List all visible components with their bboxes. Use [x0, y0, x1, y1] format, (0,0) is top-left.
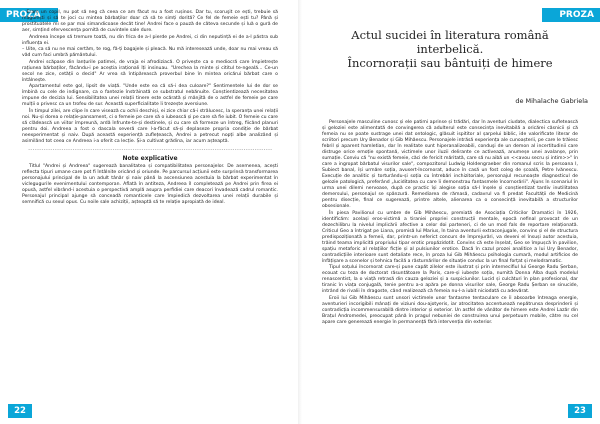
paragraph: – Eram un copil, nu pot să neg că ceea ce am făcut nu a fost rușinos. Dar tu, scoruşit ce ești, trebuie să măgulești și să te joci cu mintea bărbaților doar că să te simți dorită? Ce fel de femeie ești tu? Până și prostituatele mi se par mai simandicoase decât tine! Andrei face o pauză de câteva secunde și luă o gură de aer, simțind efervescența pornită de cuvintele sale dure.	[22, 10, 278, 33]
paragraph: – Uite, ca să nu ne mai certăm, te rog, fă-ți bagajele și pleacă. Nu mă interesează unde, doar nu mai vreau să văd cum faci umbră pământului.	[22, 47, 278, 59]
paragraph: Andreea începe să tremure toată, nu din frica de a-l pierde pe Andrei, ci din neputință ei de a-l păstra sub influența ei.	[22, 34, 278, 46]
right-body-text	[322, 120, 578, 326]
section-tab-right: PROZA	[542, 8, 600, 22]
paragraph: Eroii lui Gib Mihăescu sunt unsori victimele unor fantasme tentaculare ce îi absoarbe întreaga energie, aventurieri incorigibili mânați de viziuni dou-ajotyeris, iar atrocitatea accentuează nepătrunsa desprinderii și contradicția incommensurabilă dintre interior și exterior. Un astfel de vânător de himere este Andrei Lazăr din Brațul Andromedei, preocupat până în pragul nebuniei de construirea unui perpetuum mobile, către nu cel apare care generează energie în permanență fără intervenția din exterior.	[322, 295, 578, 325]
paragraph: În timpul zilei, are clipe în care visează cu ochii deschiși, ei zice chiar că-i strălucesc, la speranța unei relații noi. Nu-și dorea o relație-pansament, ci o femeie pe care să o iubească și pe care să fie iubit. O femeie cu care să clădească un viitor împreună, ardă înfrunte-te-și destinele, și cu care să formeze un întreg, fiicând planuri pentru doi. Andreea a fost o dascala severă care l-a-făcut să-și deplaseze propria condiție de bărbat neexperimentat și naiv. După această experiență zuflețească, Andrei a petrecut nopți albe analizând și asimilând tot ceea ce Andreea i-a oferit ca lecție. Și-a cultivat grădina, iar acum așteaptă.	[22, 108, 278, 144]
right-page	[300, 0, 600, 424]
article-title	[322, 28, 578, 70]
notes-heading: Note explicative	[122, 154, 178, 162]
article-title-line: Încornorații sau bântuiți de himere	[347, 56, 553, 70]
separator-line: --------------------------------------------------------------------------------------------------------------	[27, 146, 273, 152]
section-tab-left: PROZA	[0, 8, 58, 22]
notes-paragraph: Titlul "Andrei și Andreea" sugerează banalitatea și compatibilitatea personajelor. De asemenea, acești reflecta tipuri umane care pot fi întâlnite oricând și oriunde. Pe parcursul acțiunii este surprinsă transformarea personajului principal de la un adult tânăr și naiv până la ascensiunea acestuia la bărbat experimentat în viclegugurile evenimentului contemporan. Aflată în antiteza, Andreea îl completează pe Andrei prin firea ei opusă, astfel vibrând-i acestuia o perspectivă amplă asupra perfidiei care deacori învadează cadrul romantic. Personajul principal ajunge să conceadă romanticele care împiedică dezvoltarea unei relații durabile și semnifică cu sexul opus. Cu noile sale achiziții, așteaptă să te relație apropiată de ideal.	[22, 163, 278, 205]
left-body-text	[22, 10, 278, 207]
page-number-left: 22	[8, 404, 32, 418]
page-number-right: 23	[568, 404, 592, 418]
paragraph: Andrei scăpase din lanțurile patimei, de vraja ei afrodiziacă. O privește ca o mediocră care împietrește rațiunea bărbaților, făcându-i pe aceștia iraționali îți insinuau. "Urechea la minte și cititul te-ngeală... Ce-un secol ne zice, cetății o decid" Ar vrea să întipărească proverbul bine în mintea oricărui bărbat care o întâlnește.	[22, 59, 278, 83]
paragraph: Personajele masculine cunosc și ele patimi aprinse și trădări, dar în aventuri ciudate, dialectica sufletească și geloziei este alimentată de convingerea că adulterul este consecința inevitabilă a oricărei căsnicii și că femeia nu se poate sustrage unei dat ontologic, glăsuit ispititor al șarpelui biblic, ide valorificate literar de scriitori precum Ury Benador și Gib Mihăescu. Personajele intrăsă experiența ale cunoașterii, pe care le trăiesc febril și aparent hamletian, dar în realitate sunt hiperanalizeabili, conduşi de un demon al incertitudinii care distruge orice emoție spontană, victimele unor iluzii delirante ce activează, anumeșe unei avalanșe, prin sumație. Conviu că "nu există femeie, căci de fericit măritată, care să nu aibă un <<avou secru și intim>>" în care a ingropat bărbatul visurilor sale", compozitorul Ludwig Holdengraeber din romanul scris la persoana I, Subiect banal, își urmăre soția, avusert-încornorat, aduce în casă un fost coleg de școală, Petre Ivănescu. Execuție de analitic și torturându-și soția cu întrebări inchizitoriale, personajul recunoaște diagnosticul de gelozie patologică, preferând „luciditatea cu care îi demonstrau fantasmele încornorării". Ajuns în scenariul în urma unei dilemi nervoase, după ce practic își alegise soția să-l înșele și conștientizat tardiv inutilitatea demersului, personajul se spânzură. Remediarea de rămasă, cadavrul va fi predat Facultății de Medicină pentru disecție, final ce sugerează, printre altele, alienarea ca o consecință inevitabilă a structurilor obsesionale.	[322, 120, 578, 209]
article-title-line: Actul sucidei în literatura română interbelică.	[351, 28, 549, 56]
paragraph: Tipul soțului încornorat care-și pune capăt zilelor este ilustrat și prin internecifiul lui George Radu Șerban, ecouat cu teza de doctorat răsuntătoare la Paris, care-și iubește soția, numită Donna Alba după modelul renascentist, la o viață retrasă din cauza geloziei și a suspiciunilor. Lucid și culcături în plan profesional, dar tiranic în viața conjugală, tenie pentru a-o apăra pe donna visurilor sale, George Radu Șerban se sinucide, intrând de rivalii în dragoste, când realizează că femeia nu-l-a iubit niciodată cu adevărat.	[322, 265, 578, 295]
paragraph: În piesa Pavilionul cu umbre de Gib Mihăescu, premiată de Asociația Criticilor Dramatici în 1926, identificăm: același eros-victimă a tiraniei propriei construcții mentale, epocă nefinal provocat de un dezechilibru la nivelul implicării afective a celor doi parteneri, ci de un mod fals de reportare relaționată. Criticul Geo a întrigat pe Liana, promisă lui Marius, în taina aventurii extraconjugale, convins și el de structura predispoziționată a femeii, dar, printr-un neferict concurs de împrejurări, va deveni el însuși autor acestuia, trăind teama implicită propriului tipar erotic propăzidotit. Convins că este înșelat, Geo se împușcă în pavilion, spațiu metaforic al relațiilor ficție și al pulsiunilor erotice. Dacă în cazul prozei analitice a lui Ury Benador, contradicțiile interioare sunt detaliate rece, în proza lui Gib Mihăescu psihologia cumară, modul artificios de înfățișare a scenelor și tehnica facilă a răsturnărilor de situație conduc la un final forțat și melodramatic.	[322, 210, 578, 264]
paragraph: Apartamentul este gol, lipsit de viață. "Unde este ea că să-i dea culoare?" Sentimentele lui de dor se îmbină cu cele de indignare, ca o fantezie înstrăinată ce substratul nebănuite. Conștientizează necesitatea impune de decizia lui. Sensibilitatea unei relații tinere este ocărată și mânjită de o astfel de femeie pe care mulții o privesc ca un trofeu de sur. Această superficialitate îi trezește aversiune.	[22, 84, 278, 108]
article-author: de Mihalache Gabriela	[515, 97, 588, 105]
